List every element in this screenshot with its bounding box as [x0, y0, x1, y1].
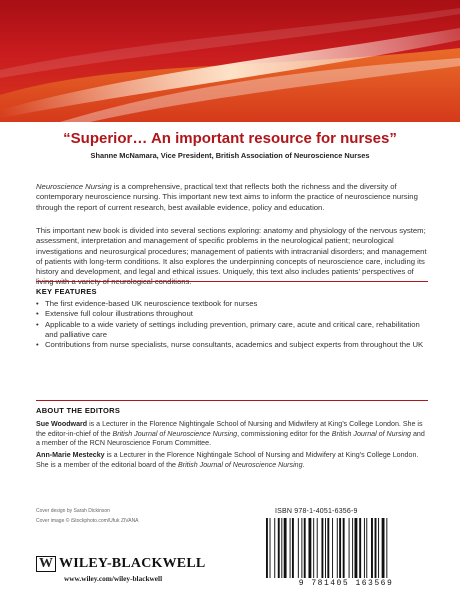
list-item: • Contributions from nurse specialists, nurse consultants, academics and subject experts from throughout the UK	[36, 340, 426, 350]
journal-title: British Journal of Neuroscience Nursing	[112, 429, 238, 438]
barcode-digits: 9 781405 163569	[298, 579, 394, 588]
book-title: Neuroscience Nursing	[36, 182, 112, 191]
editor-name: Ann-Marie Mestecky	[36, 451, 105, 459]
cover-banner	[0, 0, 460, 122]
key-features-list	[36, 299, 426, 350]
list-item: • Extensive full colour illustrations throughout	[36, 309, 426, 319]
editor-bio-text: is a Lecturer in the Florence Nightingale School of Nursing and Midwifery at King’s College London. She is the editor-in-chief of the	[36, 420, 423, 438]
about-editors-heading: ABOUT THE EDITORS	[36, 406, 121, 415]
review-quote: “Superior… An important resource for nurses”	[63, 130, 397, 147]
editor-bio-1	[36, 420, 428, 449]
key-features-heading: KEY FEATURES	[36, 287, 97, 296]
banner-swoosh-graphic	[0, 0, 460, 122]
editor-bio-text: , commissioning editor for the	[237, 429, 332, 438]
publisher-logo	[36, 556, 205, 572]
publisher-website-link[interactable]: www.wiley.com/wiley-blackwell	[64, 574, 163, 583]
section-divider	[36, 281, 428, 282]
description-paragraph-1	[36, 182, 428, 213]
editor-bio-2	[36, 451, 428, 470]
quote-attribution: Shanne McNamara, Vice President, British Association of Neuroscience Nurses	[90, 151, 370, 160]
section-divider	[36, 400, 428, 401]
publisher-name: WILEY-BLACKWELL	[59, 556, 206, 571]
isbn-label: ISBN 978-1-4051-6356-9	[275, 508, 358, 515]
description-paragraph-1-text: is a comprehensive, practical text that reflects both the richness and the diversity of contemporary neuroscience nursing. This important new text aims to inform the practice of neuroscience nursing through the report of current research, best available evidence, policy and education.	[36, 182, 418, 212]
journal-title: British Journal of Nursing	[331, 429, 411, 438]
list-item: • Applicable to a wide variety of settings including prevention, primary care, acute and critical care, rehabilitation and palliative care	[36, 320, 426, 341]
journal-title: British Journal of Neuroscience Nursing	[177, 460, 303, 469]
cover-design-credit: Cover design by Sarah Dickinson	[36, 508, 110, 514]
list-item: • The first evidence-based UK neuroscience textbook for nurses	[36, 299, 426, 309]
editor-bio-text: .	[302, 460, 305, 469]
wiley-logo-icon: W	[36, 556, 56, 572]
editor-bio-text: and a member of the RCN Neuroscience Forum Committee.	[36, 429, 425, 448]
barcode-icon	[262, 518, 430, 578]
editor-name: Sue Woodward	[36, 420, 88, 428]
cover-image-credit: Cover image © iStockphoto.com/Ufuk ZIVANA	[36, 518, 139, 524]
description-paragraph-2: This important new book is divided into several sections exploring: anatomy and physiology of the nervous system; assessment, interpretation and management of specific problems in the neurological patient; neurological investigations and neurosurgical procedures; management of patients with intracranial disorders; and management of patients with long-term conditions. It also explores the underpinning concepts of neuroscience care, including its history and development, and legal and ethical issues. Uniquely, this text also includes patients’ perspectives of living with a variety of neurological conditions.	[36, 226, 427, 287]
editor-bio-text: is a Lecturer in the Florence Nightingale School of Nursing and Midwifery at King’s College London. She is a member of the editorial board of the	[36, 451, 419, 469]
